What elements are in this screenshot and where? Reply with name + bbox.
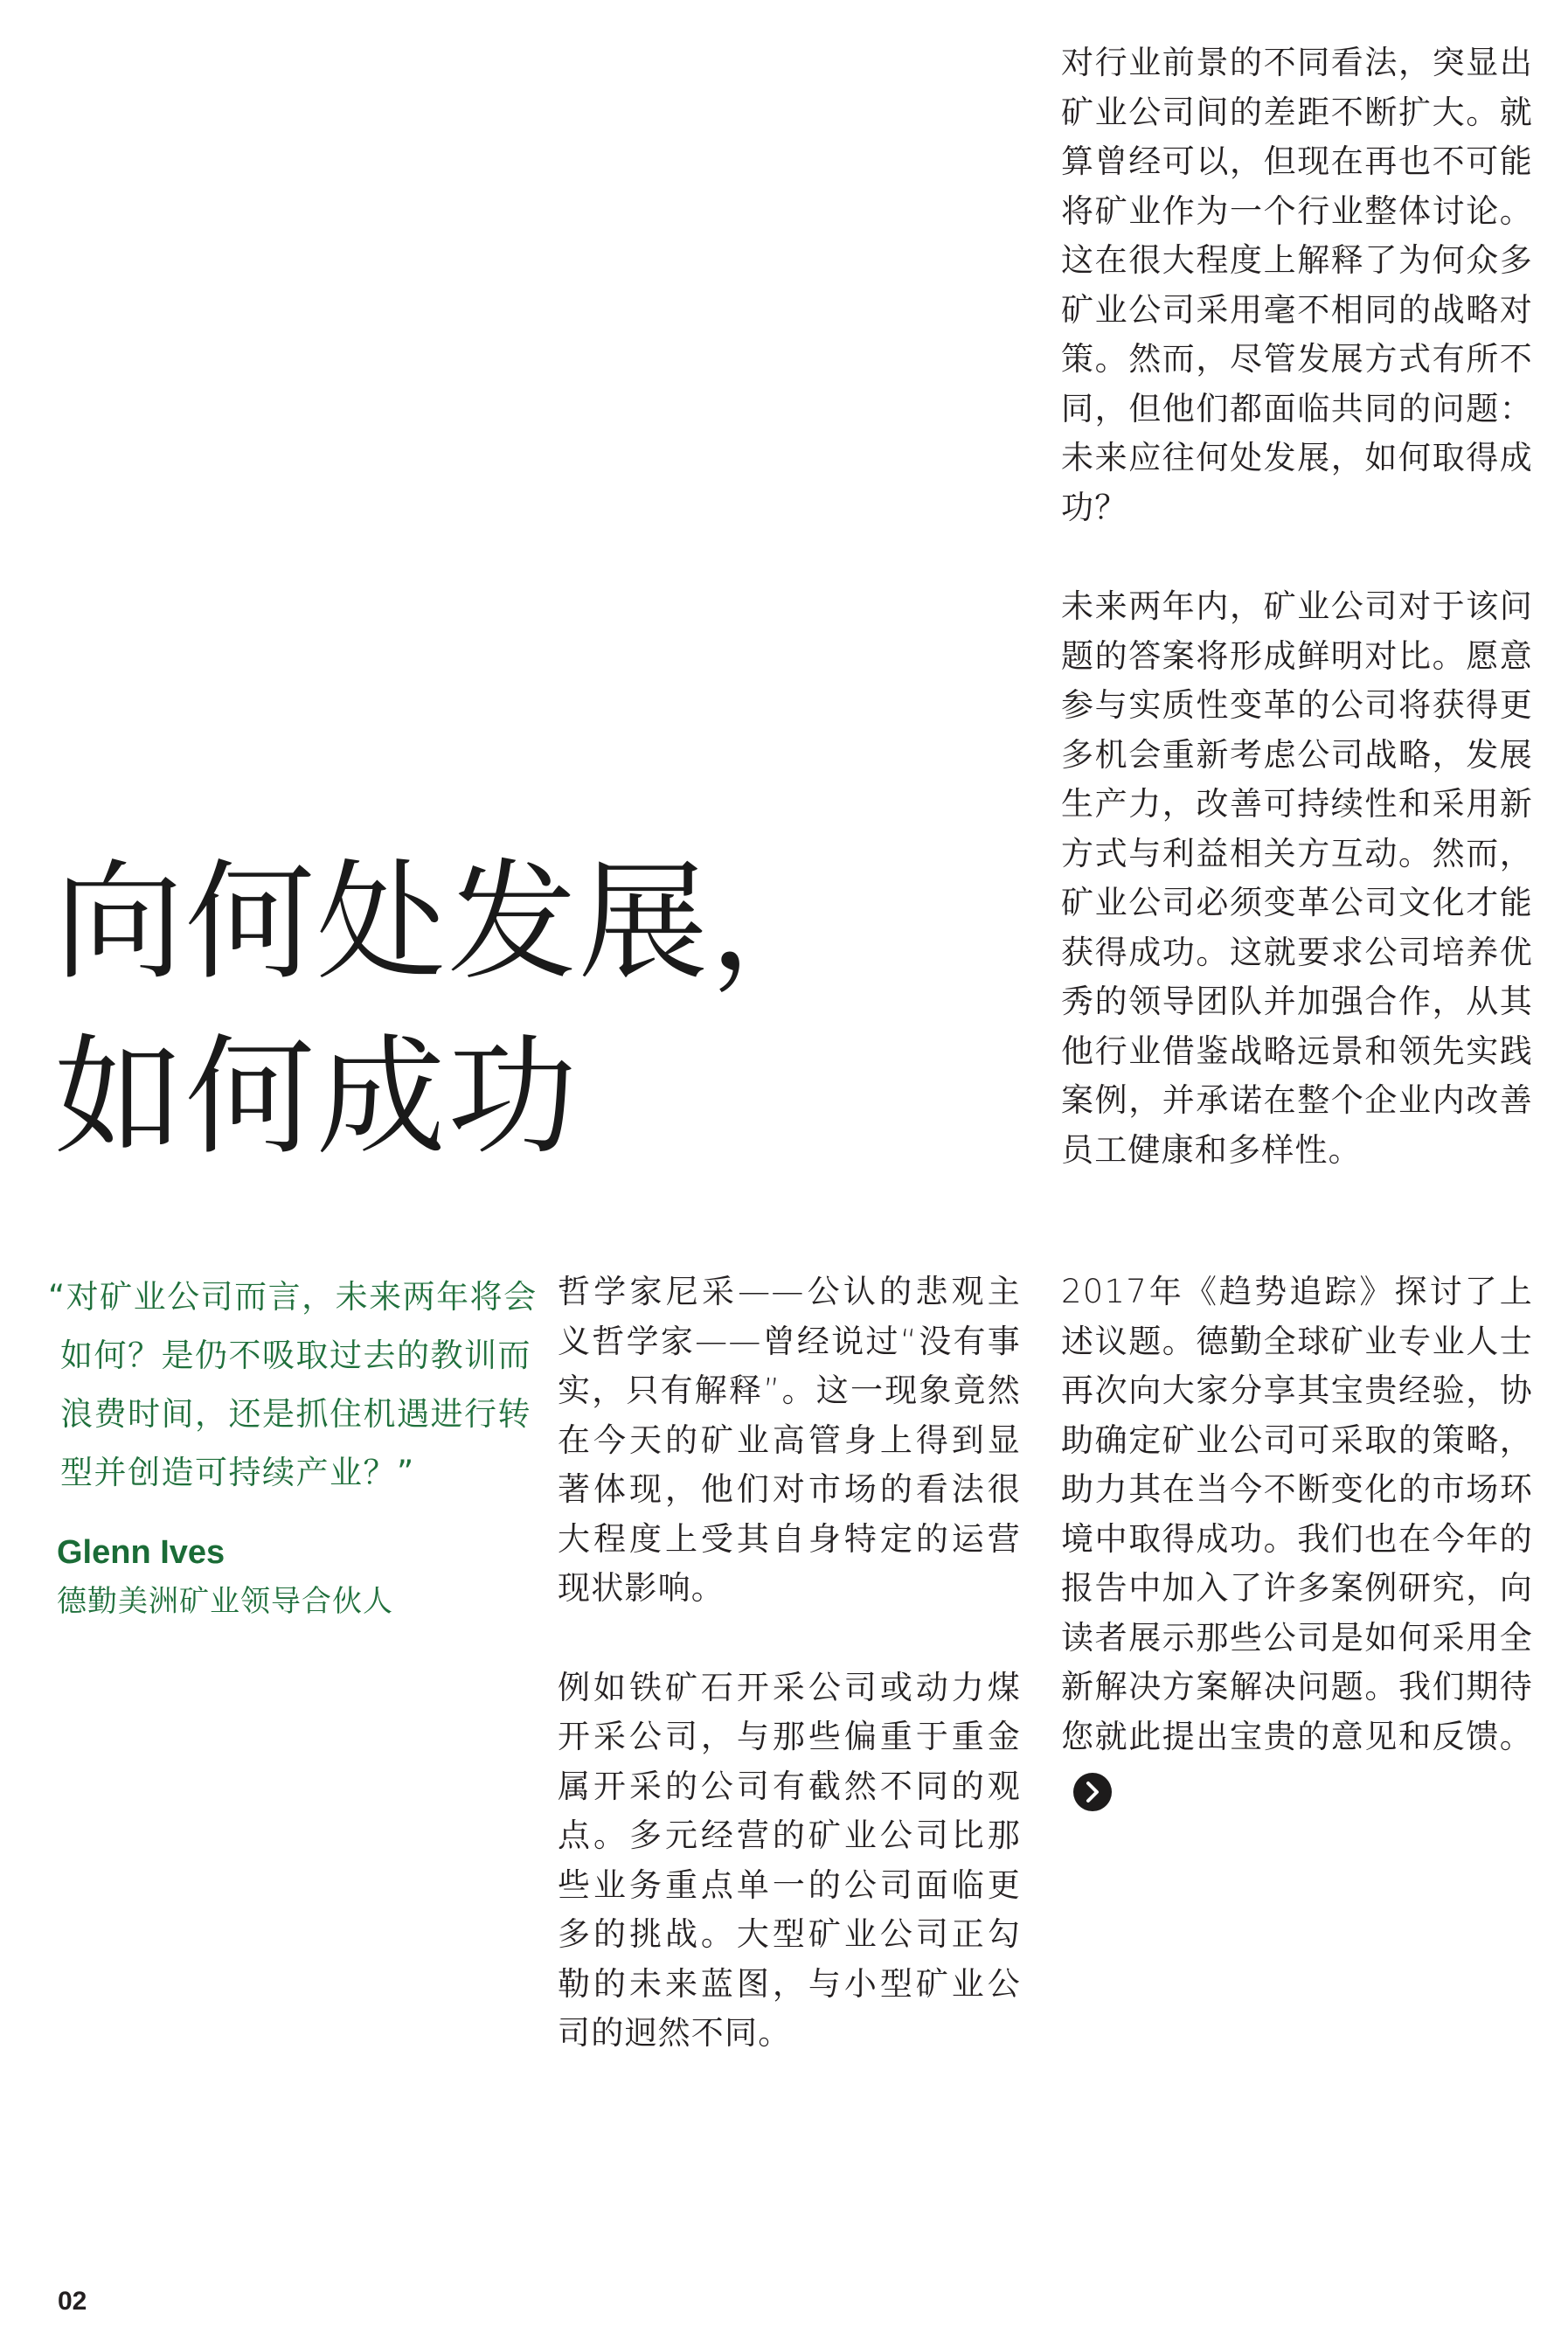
pull-quote bbox=[48, 1268, 538, 1622]
body-paragraph bbox=[1061, 1268, 1533, 1811]
body-paragraph: 未来两年内，矿业公司对于该问题的答案将形成鲜明对比。愿意参与实质性变革的公司将获得更多机会重新考虑公司战略，发展生产力，改善可持续性和采用新方式与利益相关方互动。然而，矿业公司必须变革公司文化才能获得成功。这就要求公司培养优秀的领导团队并加强合作，从其他行业借鉴战略远景和领先实践案例，并承诺在整个企业内改善员工健康和多样性。 bbox=[1061, 587, 1533, 1169]
title-line-2: 如何成功 bbox=[54, 1022, 579, 1172]
quote-text: “对矿业公司而言，未来两年将会如何？是仍不吸取过去的教训而浪费时间，还是抓住机遇进行转型并创造可持续产业？” bbox=[48, 1278, 538, 1491]
body-paragraph: 哲学家尼采——公认的悲观主义哲学家——曾经说过“没有事实，只有解释”。这一现象竟然在今天的矿业高管身上得到显著体现，他们对市场的看法很大程度上受其自身特定的运营现状影响。 bbox=[558, 1273, 1021, 1607]
chevron-right-icon bbox=[1083, 1781, 1102, 1803]
body-paragraph: 对行业前景的不同看法，突显出矿业公司间的差距不断扩大。就算曾经可以，但现在再也不可能将矿业作为一个行业整体讨论。这在很大程度上解释了为何众多矿业公司采用毫不相同的战略对策。然而，尽管发展方式有所不同，但他们都面临共同的问题：未来应往何处发展，如何取得成功？ bbox=[1061, 44, 1533, 526]
quote-author-name: Glenn Ives bbox=[57, 1534, 225, 1571]
closing-paragraph-text: 2017年《趋势追踪》探讨了上述议题。德勤全球矿业专业人士再次向大家分享其宝贵经验，协助确定矿业公司可采取的策略，助力其在当今不断变化的市场环境中取得成功。我们也在今年的报告中加入了许多案例研究，向读者展示那些公司是如何采用全新解决方案解决问题。我们期待您就此提出宝贵的意见和反馈。 bbox=[1061, 1273, 1533, 1755]
next-page-button[interactable] bbox=[1073, 1773, 1112, 1811]
body-paragraph: 例如铁矿石开采公司或动力煤开采公司，与那些偏重于重金属开采的公司有截然不同的观点。多元经营的矿业公司比那些业务重点单一的公司面临更多的挑战。大型矿业公司正勾勒的未来蓝图，与小型矿业公司的迥然不同。 bbox=[558, 1668, 1021, 2052]
middle-column bbox=[558, 1268, 1021, 2059]
right-column-bottom bbox=[1061, 1268, 1533, 1811]
quote-author-title: 德勤美洲矿业领导合伙人 bbox=[57, 1584, 393, 1619]
page-number: 02 bbox=[58, 2287, 87, 2316]
page-title bbox=[54, 835, 841, 1184]
right-column-top bbox=[1061, 38, 1533, 1175]
title-line-1: 向何处发展， bbox=[54, 847, 841, 997]
